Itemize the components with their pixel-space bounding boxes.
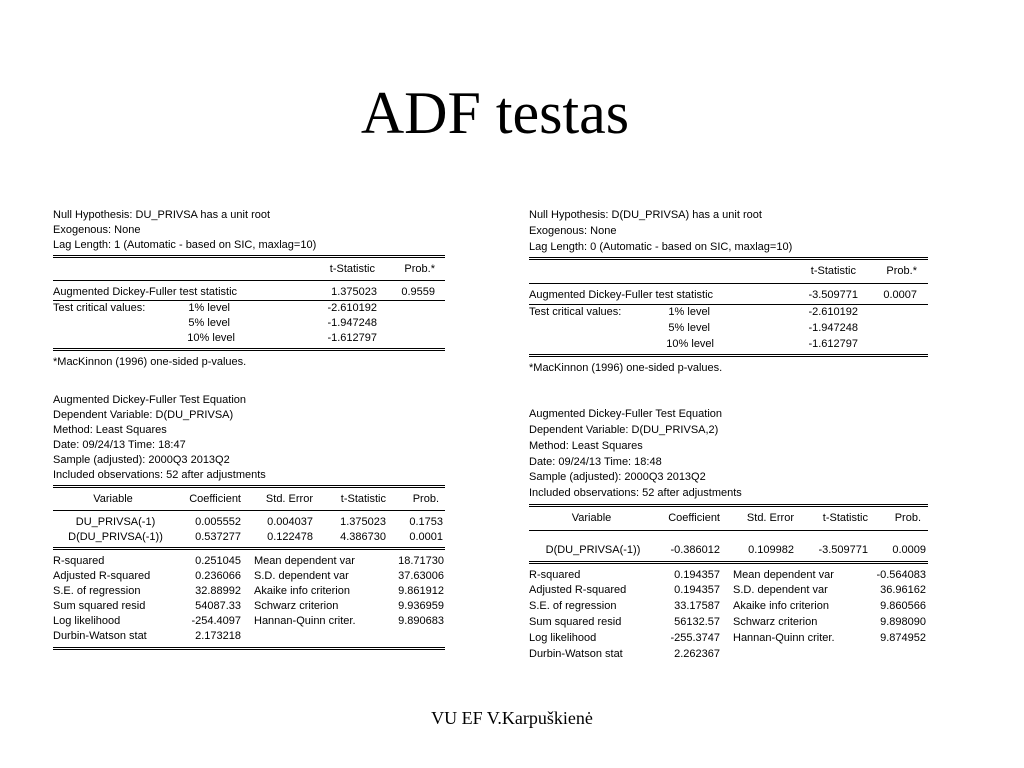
sample: Sample (adjusted): 2000Q3 2013Q2 xyxy=(529,471,706,484)
critical-value: -1.612797 xyxy=(327,332,377,344)
coefficient-row: D(DU_PRIVSA(-1)) 0.537277 0.122478 4.386730 0.0001 xyxy=(68,531,443,543)
critical-level: 5% level xyxy=(188,317,230,329)
divider xyxy=(53,547,445,550)
slide-footer: VU EF V.Karpuškienė xyxy=(431,708,593,728)
included-observations: Included observations: 52 after adjustments xyxy=(53,469,266,481)
critical-level: 1% level xyxy=(668,305,710,318)
t-statistic-header: t-Statistic xyxy=(822,511,868,524)
coefficient-headers xyxy=(53,492,445,507)
stats-row: Sum squared resid 56132.57 Schwarz criterion 9.898090 xyxy=(529,615,926,628)
adf-label: Augmented Dickey-Fuller test statistic xyxy=(53,286,238,298)
critical-label: Test critical values: xyxy=(53,302,146,314)
prob-header: Prob. xyxy=(412,493,439,505)
mackinnon-note: *MacKinnon (1996) one-sided p-values. xyxy=(529,362,723,375)
test-column-headers xyxy=(529,264,928,280)
date-time: Date: 09/24/13 Time: 18:48 xyxy=(529,455,662,468)
stats-row: Sum squared resid 54087.33 Schwarz criterion 9.936959 xyxy=(53,600,444,612)
t-statistic-header: t-Statistic xyxy=(340,493,386,505)
critical-value: -2.610192 xyxy=(808,305,858,318)
dependent-variable: Dependent Variable: D(DU_PRIVSA) xyxy=(53,409,234,421)
stats-row: Durbin-Watson stat 2.173218 xyxy=(53,630,241,642)
method: Method: Least Squares xyxy=(53,424,167,436)
date-time: Date: 09/24/13 Time: 18:47 xyxy=(53,439,186,451)
null-hypothesis: Null Hypothesis: DU_PRIVSA has a unit root xyxy=(53,209,271,221)
divider xyxy=(529,504,928,507)
dependent-variable: Dependent Variable: D(DU_PRIVSA,2) xyxy=(529,423,719,436)
adf-statistic-row xyxy=(53,285,445,301)
adf-output-right xyxy=(529,208,928,662)
t-statistic-header: t-Statistic xyxy=(329,263,375,275)
slide-title: ADF testas xyxy=(360,80,630,146)
variable-header: Variable xyxy=(571,511,612,524)
coefficient-headers xyxy=(529,511,928,527)
divider xyxy=(529,283,928,284)
critical-level: 10% level xyxy=(187,332,235,344)
critical-row xyxy=(529,337,928,353)
divider xyxy=(529,561,928,564)
stats-row: Durbin-Watson stat 2.262367 xyxy=(529,647,720,660)
mackinnon-note: *MacKinnon (1996) one-sided p-values. xyxy=(53,356,247,368)
coefficient-row: DU_PRIVSA(-1) 0.005552 0.004037 1.375023 0.1753 xyxy=(75,516,443,528)
prob-header: Prob.* xyxy=(404,263,435,275)
divider xyxy=(529,257,928,260)
lag-length: Lag Length: 1 (Automatic - based on SIC, maxlag=10) xyxy=(53,239,317,251)
lag-length: Lag Length: 0 (Automatic - based on SIC, maxlag=10) xyxy=(529,240,793,253)
divider xyxy=(53,255,445,258)
divider xyxy=(53,280,445,281)
adf-statistic-row xyxy=(529,288,928,305)
exogenous: Exogenous: None xyxy=(53,224,141,236)
null-hypothesis: Null Hypothesis: D(DU_PRIVSA) has a unit root xyxy=(529,209,762,221)
critical-value: -2.610192 xyxy=(327,302,377,314)
critical-level: 10% level xyxy=(666,337,714,350)
divider xyxy=(53,647,445,650)
std-error-header: Std. Error xyxy=(746,511,794,524)
coefficient-header: Coefficient xyxy=(189,493,241,505)
critical-row xyxy=(529,321,928,337)
stats-row: R-squared 0.194357 Mean dependent var -0.564083 xyxy=(529,568,926,581)
critical-level: 1% level xyxy=(188,302,230,314)
exogenous: Exogenous: None xyxy=(529,224,617,237)
sample: Sample (adjusted): 2000Q3 2013Q2 xyxy=(53,454,230,466)
stats-row: Log likelihood -255.3747 Hannan-Quinn criter. 9.874952 xyxy=(529,631,926,644)
critical-level: 5% level xyxy=(668,321,710,334)
prob-header: Prob.* xyxy=(886,265,917,278)
critical-value: -1.947248 xyxy=(327,317,377,329)
adf-output-left xyxy=(53,208,445,654)
t-statistic-header: t-Statistic xyxy=(810,265,856,278)
stats-row: S.E. of regression 32.88992 Akaike info criterion 9.861912 xyxy=(53,585,444,597)
stats-row: Adjusted R-squared 0.236066 S.D. dependent var 37.63006 xyxy=(53,570,444,582)
prob-header: Prob. xyxy=(894,511,921,524)
stats-row: R-squared 0.251045 Mean dependent var 18.71730 xyxy=(53,555,444,567)
critical-row xyxy=(53,331,445,346)
critical-label: Test critical values: xyxy=(529,305,622,318)
std-error-header: Std. Error xyxy=(265,493,313,505)
method: Method: Least Squares xyxy=(529,439,643,452)
adf-t-value: -3.509771 xyxy=(808,289,858,302)
included-observations: Included observations: 52 after adjustments xyxy=(529,487,742,500)
divider xyxy=(529,354,928,357)
stats-row: S.E. of regression 33.17587 Akaike info criterion 9.860566 xyxy=(529,600,926,613)
divider xyxy=(53,485,445,488)
critical-row xyxy=(53,301,445,316)
divider xyxy=(529,530,928,531)
stats-row: Log likelihood -254.4097 Hannan-Quinn criter. 9.890683 xyxy=(53,615,444,627)
adf-label: Augmented Dickey-Fuller test statistic xyxy=(529,289,714,302)
critical-value: -1.947248 xyxy=(808,321,858,334)
critical-row xyxy=(53,316,445,331)
adf-p-value: 0.9559 xyxy=(401,286,435,298)
critical-value: -1.612797 xyxy=(808,337,858,350)
coefficient-header: Coefficient xyxy=(668,511,720,524)
equation-title: Augmented Dickey-Fuller Test Equation xyxy=(53,394,247,406)
divider xyxy=(53,348,445,351)
variable-header: Variable xyxy=(93,493,133,505)
test-column-headers xyxy=(53,262,445,277)
adf-p-value: 0.0007 xyxy=(883,289,917,302)
equation-title: Augmented Dickey-Fuller Test Equation xyxy=(529,408,723,421)
coefficient-row: D(DU_PRIVSA(-1)) -0.386012 0.109982 -3.509771 0.0009 xyxy=(545,543,926,556)
adf-t-value: 1.375023 xyxy=(331,286,377,298)
divider xyxy=(53,510,445,511)
stats-row: Adjusted R-squared 0.194357 S.D. dependent var 36.96162 xyxy=(529,584,926,597)
critical-row xyxy=(529,305,928,321)
